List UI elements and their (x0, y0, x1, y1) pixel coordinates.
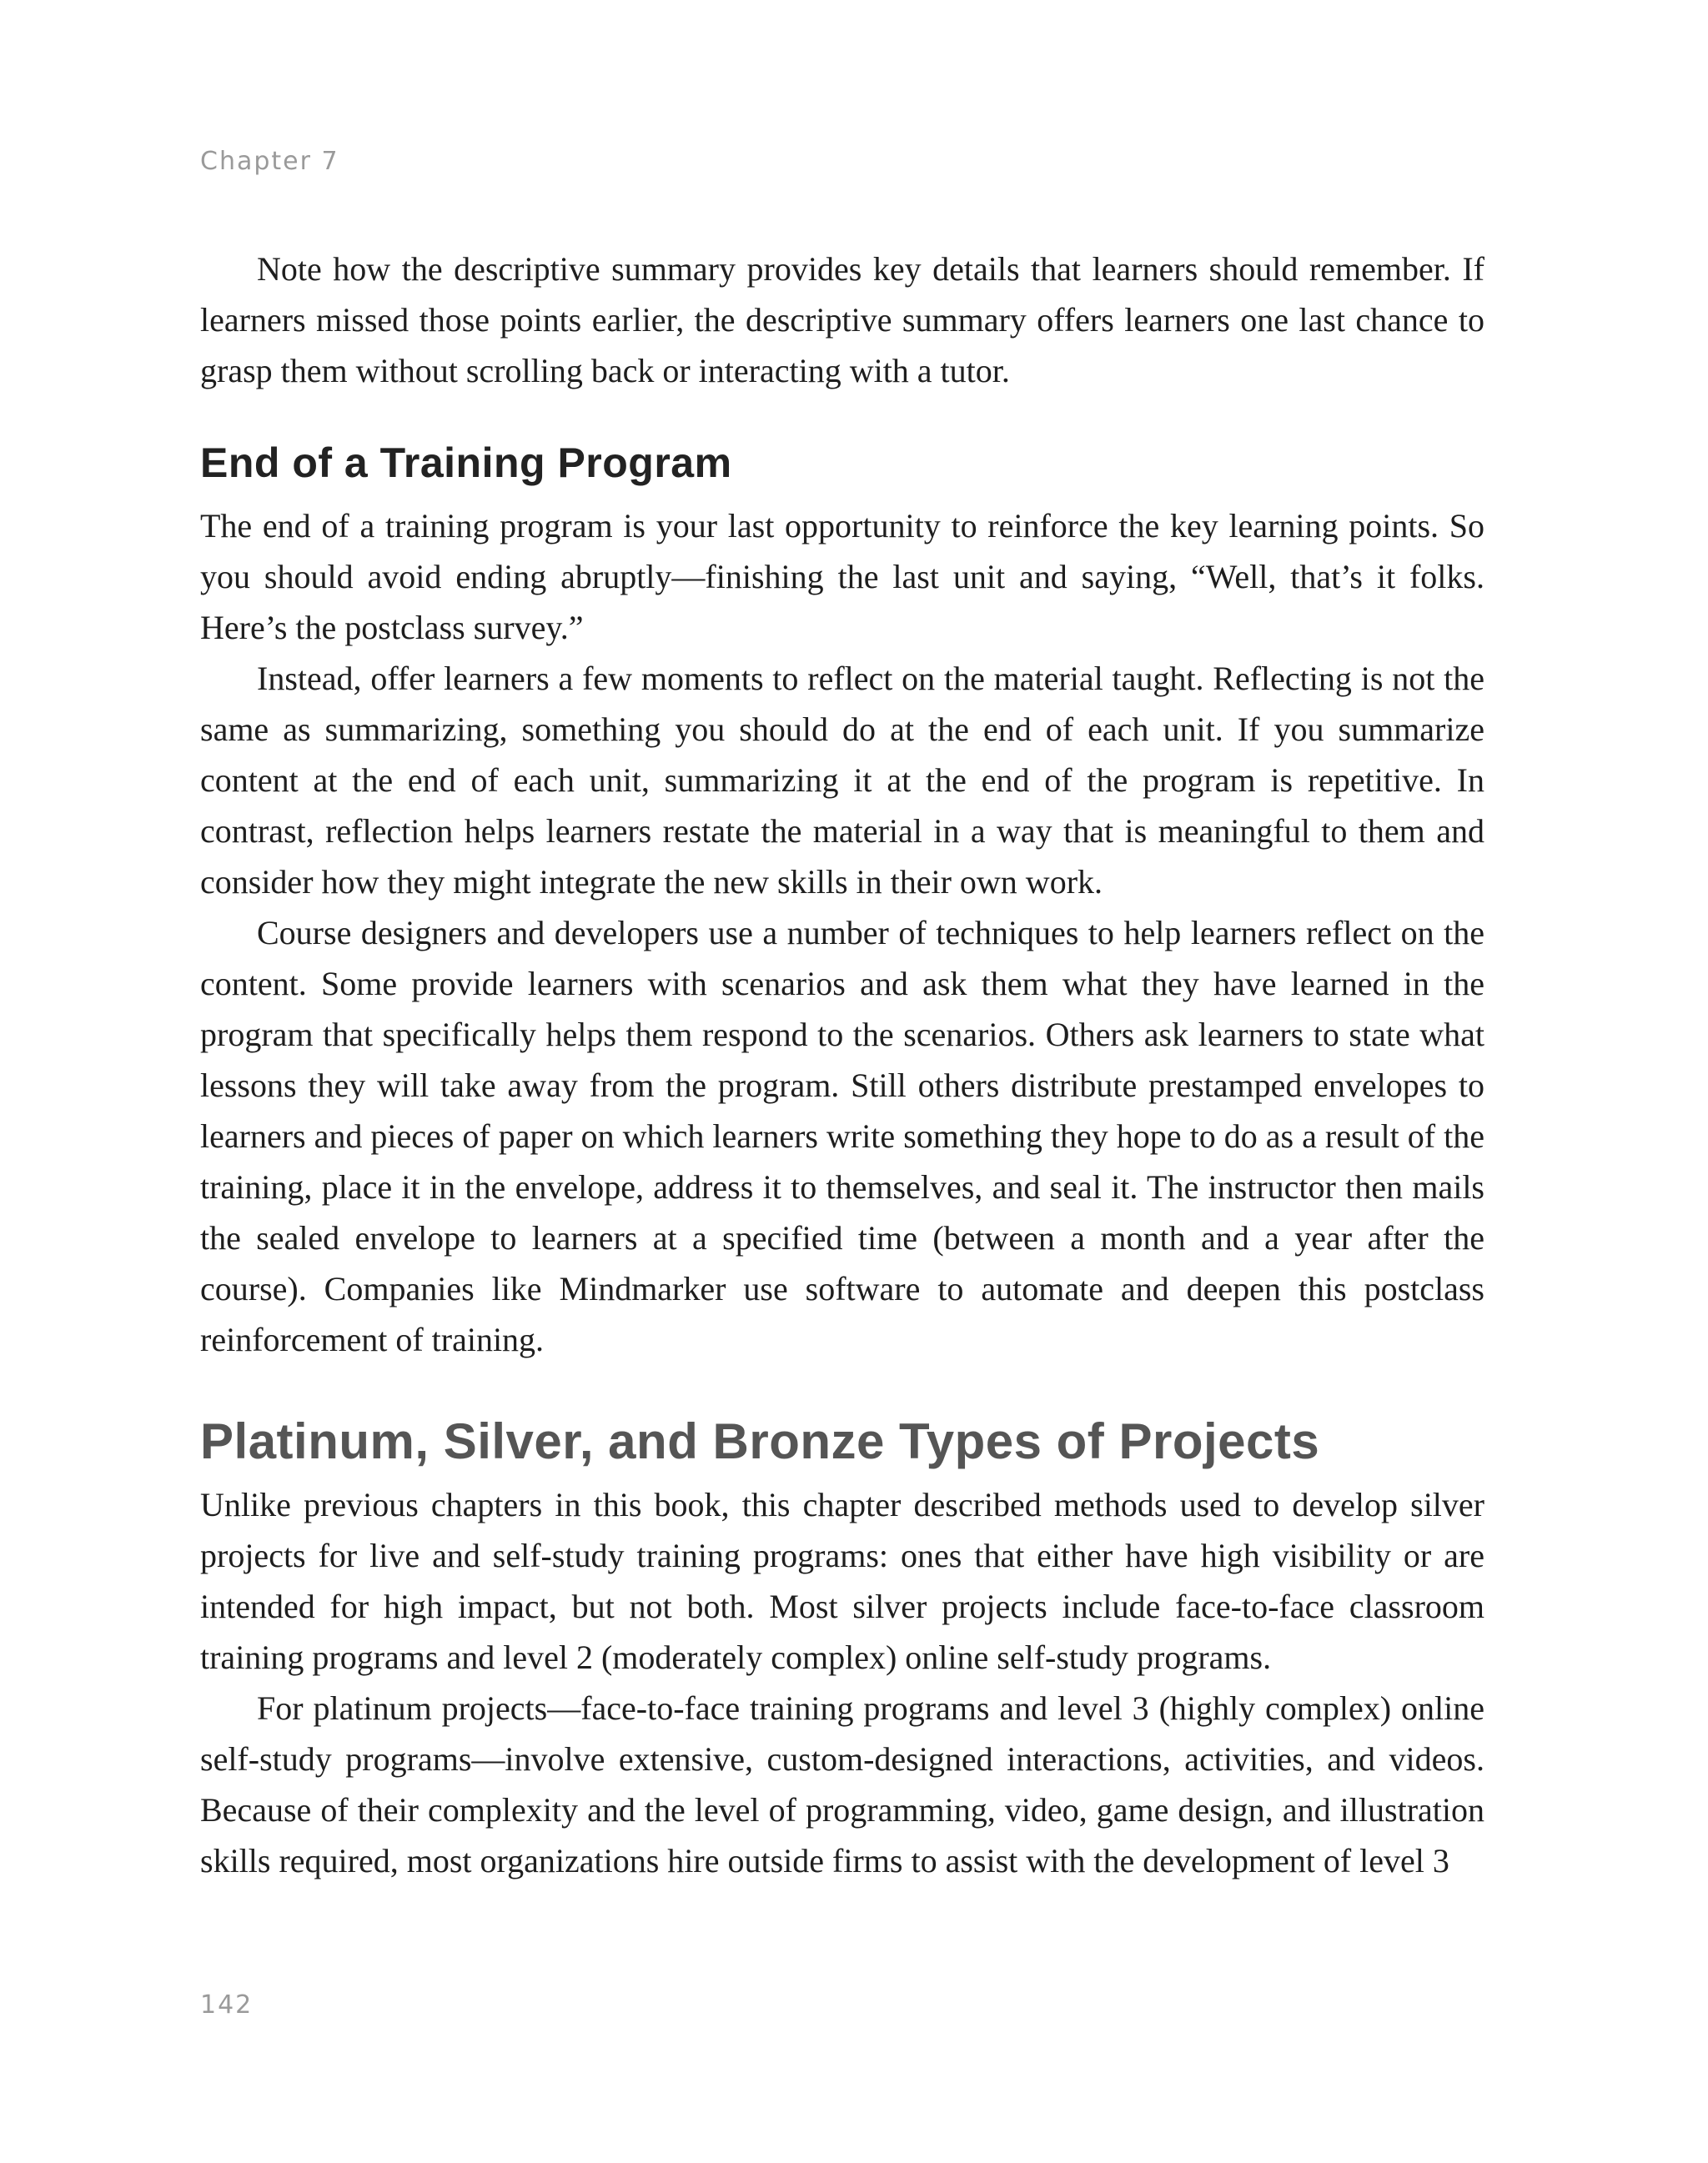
intro-paragraph: Note how the descriptive summary provides key details that learners should remember. If learners missed those points earlier, the descriptive summary offers learners one last chance to grasp them without scrolling back or interacting with a tutor. (200, 250, 1484, 389)
intro-text (200, 243, 1484, 396)
paragraph-end-1: The end of a training program is your last opportunity to reinforce the key learning points. So you should avoid ending abruptly—finishing the last unit and saying, “Well, that’s it folks. Here’s the postclass survey.” (200, 507, 1484, 646)
section-heading-project-types: Platinum, Silver, and Bronze Types of Projects (200, 1413, 1320, 1469)
paragraph-end-3: Course designers and developers use a number of techniques to help learners reflect on the content. Some provide learners with scenarios and ask them what they have learned in the program that specifically helps them respond to the scenarios. Others ask learners to state what lessons they will take away from the program. Still others distribute prestamped envelopes to learners and pieces of paper on which learners write something they hope to do as a result of the training, place it in the envelope, address it to themselves, and seal it. The instructor then mails the sealed envelope to learners at a specified time (between a month and a year after the course). Companies like Mindmarker use software to automate and deepen this postclass reinforcement of training. (200, 914, 1484, 1358)
section-heading-end-of-training: End of a Training Program (200, 439, 732, 486)
section-types-body (200, 1479, 1484, 1886)
running-head: Chapter 7 (200, 147, 339, 176)
paragraph-types-1: Unlike previous chapters in this book, this chapter described methods used to develop silver projects for live and self-study training programs: ones that either have high visibility or are intended for high impact, but not both. Most silver projects include face-to-face classroom training programs and level 2 (moderately complex) online self-study programs. (200, 1486, 1484, 1676)
paragraph-types-2: For platinum projects—face-to-face training programs and level 3 (highly complex) online self-study programs—involve extensive, custom-designed interactions, activities, and videos. Because of their complexity and the level of programming, video, game design, and illustration skills required, most organizations hire outside firms to assist with the development of level 3 (200, 1689, 1484, 1879)
page-number: 142 (200, 1990, 254, 2020)
paragraph-end-2: Instead, offer learners a few moments to reflect on the material taught. Reflecting is not the same as summarizing, something you should do at the end of each unit. If you summarize content at the end of each unit, summarizing it at the end of the program is repetitive. In contrast, reflection helps learners restate the material in a way that is meaningful to them and consider how they might integrate the new skills in their own work. (200, 660, 1484, 901)
section-end-body (200, 500, 1484, 1365)
